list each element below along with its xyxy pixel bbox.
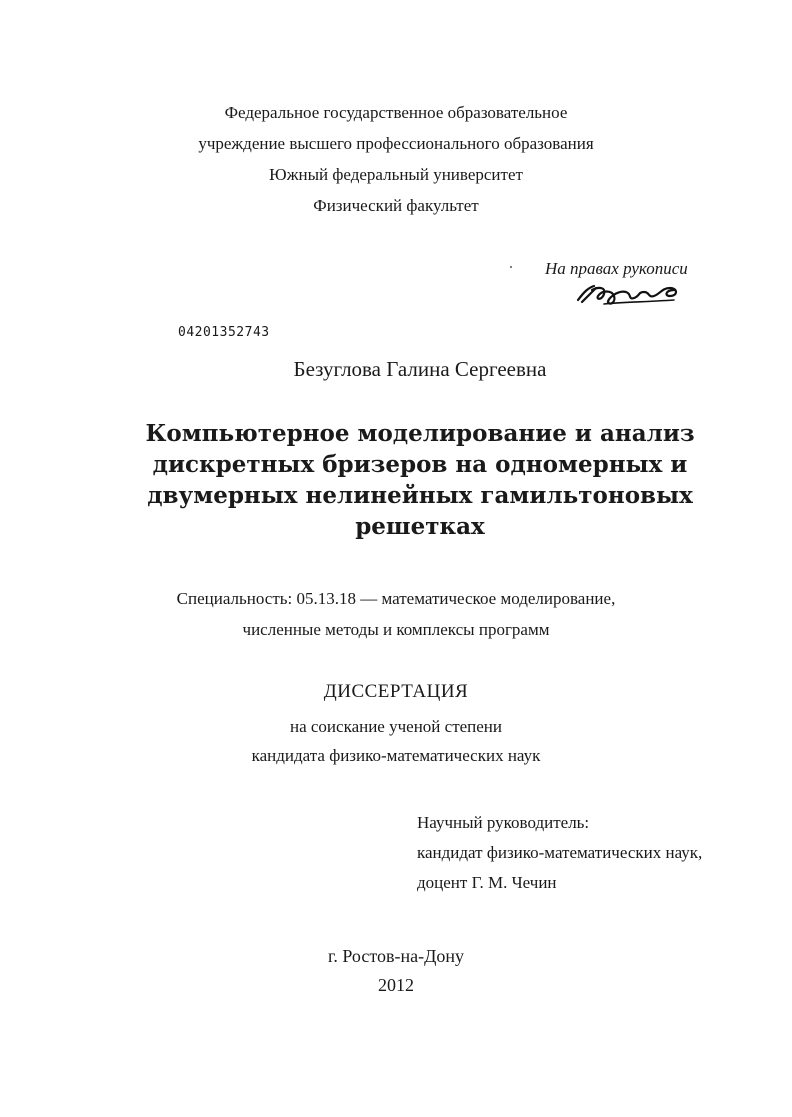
institution-line-2: учреждение высшего профессионального образования [198,134,594,153]
institution-block [0,97,792,221]
degree-block [0,712,792,770]
manuscript-note: На правах рукописи [545,259,688,278]
dissertation-title [0,418,792,542]
city: г. Ростов-на-Дону [327,946,464,966]
title-line-2: дискретных бризеров на одномерных и [152,451,688,478]
dissertation-heading: ДИССЕРТАЦИЯ [323,681,469,702]
degree-line-1: на соискание ученой степени [289,717,503,736]
stray-mark [510,266,512,268]
registration-code: 04201352743 [178,325,270,340]
title-line-1: Компьютерное моделирование и анализ [145,420,695,447]
degree-line-2: кандидата физико-математических наук [251,746,541,765]
university-name: Южный федеральный университет [269,165,523,184]
title-line-3: двумерных нелинейных гамильтоновых [147,482,693,509]
advisor-block [417,808,702,898]
place-year-block [0,942,792,1000]
title-line-4: решетках [355,513,485,540]
specialty-block [0,583,792,645]
institution-line-1: Федеральное государственное образовательное [224,103,568,122]
specialty-line-2: численные методы и комплексы программ [242,620,550,639]
faculty-name: Физический факультет [313,196,479,215]
advisor-name: доцент Г. М. Чечин [417,873,557,892]
specialty-line-1: Специальность: 05.13.18 — математическое моделирование, [176,589,616,608]
advisor-degree: кандидат физико-математических наук, [417,843,703,862]
handwritten-signature [574,280,682,308]
year: 2012 [378,975,414,995]
advisor-label: Научный руководитель: [417,813,590,832]
author-name: Безуглова Галина Сергеевна [293,357,547,381]
